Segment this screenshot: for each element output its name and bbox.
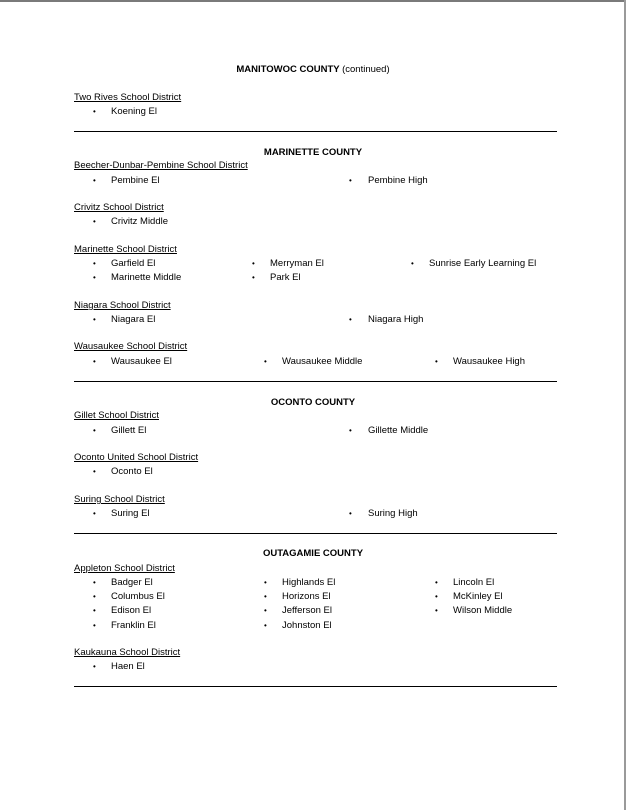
page-top-edge [0,0,626,2]
school-garfield-el: Garfield El [111,258,156,269]
school-merryman-el: Merryman El [270,258,324,269]
school-horizons-el: Horizons El [282,591,331,602]
bullet: • [93,592,96,601]
school-crivitz-middle: Crivitz Middle [111,216,169,227]
school-lincoln-el: Lincoln El [453,577,495,588]
bullet: • [349,426,352,435]
school-gillett-el: Gillett El [111,425,147,436]
bullet: • [435,592,438,601]
bullet: • [93,176,96,185]
bullet: • [252,273,255,282]
district-oconto-united: Oconto United School District [74,452,199,463]
school-wausaukee-el: Wausaukee El [111,356,172,367]
bullet: • [252,259,255,268]
bullet: • [349,176,352,185]
school-koening-el: Koening El [111,106,157,117]
school-oconto-el: Oconto El [111,466,153,477]
continued-note: (continued) [342,64,390,75]
county-title: MANITOWOC COUNTY [236,64,340,75]
bullet: • [435,357,438,366]
school-niagara-high: Niagara High [368,314,424,325]
school-wausaukee-high: Wausaukee High [453,356,525,367]
bullet: • [349,315,352,324]
bullet: • [93,273,96,282]
section-divider [74,381,557,382]
school-pembine-el: Pembine El [111,175,160,186]
bullet: • [93,509,96,518]
district-crivitz: Crivitz School District [74,202,164,213]
bullet: • [411,259,414,268]
section-divider [74,533,557,534]
bullet: • [93,606,96,615]
bullet: • [93,467,96,476]
county-heading-oconto: OCONTO COUNTY [270,397,356,408]
school-jefferson-el: Jefferson El [282,605,332,616]
bullet: • [93,357,96,366]
district-gillet: Gillet School District [74,410,159,421]
bullet: • [93,621,96,630]
bullet: • [93,315,96,324]
section-divider [74,686,557,687]
bullet: • [435,606,438,615]
school-pembine-high: Pembine High [368,175,428,186]
district-two-rivers: Two Rives School District [74,92,182,103]
school-gillette-middle: Gillette Middle [368,425,429,436]
school-johnston-el: Johnston El [282,620,332,631]
school-highlands-el: Highlands El [282,577,336,588]
bullet: • [264,621,267,630]
school-suring-high: Suring High [368,508,418,519]
district-niagara: Niagara School District [74,300,171,311]
school-wausaukee-middle: Wausaukee Middle [282,356,363,367]
bullet: • [93,259,96,268]
bullet: • [93,107,96,116]
school-suring-el: Suring El [111,508,150,519]
bullet: • [93,217,96,226]
school-mckinley-el: McKinley El [453,591,503,602]
district-wausaukee: Wausaukee School District [74,341,188,352]
school-park-el: Park El [270,272,301,283]
bullet: • [264,357,267,366]
district-suring: Suring School District [74,494,165,505]
bullet: • [93,578,96,587]
county-heading-outagamie: OUTAGAMIE COUNTY [262,548,364,559]
bullet: • [264,606,267,615]
bullet: • [264,592,267,601]
district-marinette: Marinette School District [74,244,177,255]
school-sunrise-early-learning-el: Sunrise Early Learning El [429,258,537,269]
district-appleton: Appleton School District [74,563,175,574]
school-badger-el: Badger El [111,577,153,588]
school-haen-el: Haen El [111,661,145,672]
county-heading-manitowoc [0,64,626,76]
district-beecher-dunbar-pembine: Beecher-Dunbar-Pembine School District [74,160,248,171]
school-columbus-el: Columbus El [111,591,165,602]
bullet: • [93,662,96,671]
bullet: • [349,509,352,518]
school-wilson-middle: Wilson Middle [453,605,513,616]
school-niagara-el: Niagara El [111,314,156,325]
district-kaukauna: Kaukauna School District [74,647,181,658]
bullet: • [264,578,267,587]
school-marinette-middle: Marinette Middle [111,272,182,283]
section-divider [74,131,557,132]
county-heading-marinette: MARINETTE COUNTY [263,147,363,158]
bullet: • [435,578,438,587]
school-franklin-el: Franklin El [111,620,156,631]
school-edison-el: Edison El [111,605,152,616]
bullet: • [93,426,96,435]
